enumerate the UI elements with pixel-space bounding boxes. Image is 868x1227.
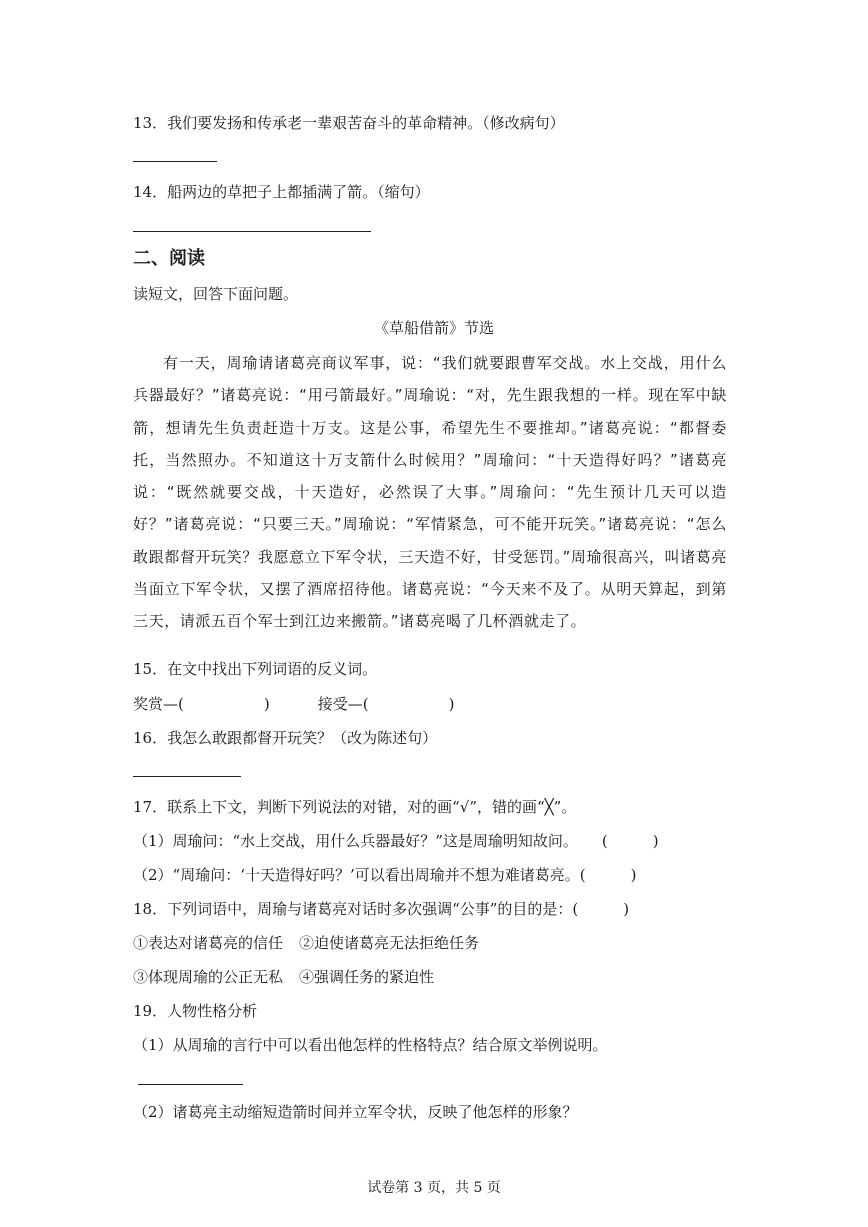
q17-item1-paren: ( ) bbox=[601, 832, 659, 850]
question-18-options-row-1 bbox=[133, 933, 479, 953]
q18-option-3: ③体现周瑜的公正无私 bbox=[133, 968, 284, 986]
q18-option-1: ①表达对诸葛亮的信任 bbox=[133, 934, 284, 952]
q15-close1: ) bbox=[263, 695, 270, 713]
question-13: 13．我们要发扬和传承老一辈艰苦奋斗的革命精神。（修改病句） bbox=[133, 114, 565, 132]
passage-title: 《草船借箭》节选 bbox=[373, 319, 494, 337]
answer-line-16 bbox=[133, 776, 241, 777]
question-15: 15．在文中找出下列词语的反义词。 bbox=[133, 660, 378, 678]
question-19-item-1: （1）从周瑜的言行中可以看出他怎样的性格特点？结合原文举例说明。 bbox=[133, 1036, 608, 1054]
question-17-item-1 bbox=[133, 831, 659, 851]
question-18-options-row-2 bbox=[133, 967, 434, 987]
question-15-blanks bbox=[133, 694, 454, 714]
q18-option-4: ④强调任务的紧迫性 bbox=[299, 968, 435, 986]
passage-paragraph: 有一天，周瑜请诸葛亮商议军事，说：“我们就要跟曹军交战。水上交战，用什么兵器最好？”诸葛亮说：“用弓箭最好。”周瑜说：“对，先生跟我想的一样。现在军中缺箭，想请先生负责赶造十万支。这是公事，希望先生不要推却。”诸葛亮说：“都督委托，当然照办。不知道这十万支箭什么时候用？”周瑜问：“十天造得好吗？”诸葛亮说：“既然就要交战，十天造好，必然误了大事。”周瑜问：“先生预计几天可以造好？”诸葛亮说：“只要三天。”周瑜说：“军情紧急，可不能开玩笑。”诸葛亮说：“怎么敢跟都督开玩笑？我愿意立下军令状，三天造不好，甘受惩罚。”周瑜很高兴，叫诸葛亮当面立下军令状，又摆了酒席招待他。诸葛亮说：“今天来不及了。从明天算起，到第三天，请派五百个军士到江边来搬箭。”诸葛亮喝了几杯酒就走了。 bbox=[133, 354, 727, 631]
page-footer: 试卷第 3 页，共 5 页 bbox=[367, 1180, 501, 1196]
q18-option-2: ②迫使诸葛亮无法拒绝任务 bbox=[299, 934, 480, 952]
q15-word1: 奖赏—( bbox=[133, 695, 184, 713]
q17-item1-text: （1）周瑜问：“水上交战，用什么兵器最好？”这是周瑜明知故问。 bbox=[133, 832, 578, 850]
q15-word2: 接受—( bbox=[317, 695, 369, 713]
answer-line-14 bbox=[133, 231, 371, 232]
question-17: 17．联系上下文，判断下列说法的对错，对的画“√”，错的画“╳”。 bbox=[133, 798, 577, 816]
section-heading-reading: 二、阅读 bbox=[133, 248, 205, 269]
reading-instruction: 读短文，回答下面问题。 bbox=[133, 285, 299, 303]
question-14: 14．船两边的草把子上都插满了箭。（缩句） bbox=[133, 183, 430, 201]
question-17-item-2: （2）“周瑜问：‘十天造得好吗？’可以看出周瑜并不想为难诸葛亮。( ) bbox=[133, 866, 637, 884]
question-19: 19．人物性格分析 bbox=[133, 1002, 258, 1020]
question-19-item-2: （2）诸葛亮主动缩短造箭时间并立军令状，反映了他怎样的形象？ bbox=[133, 1103, 578, 1121]
question-18: 18．下列词语中，周瑜与诸葛亮对话时多次强调“公事”的目的是：( ) bbox=[133, 900, 630, 918]
q15-close2: ) bbox=[448, 695, 455, 713]
answer-line-13 bbox=[133, 161, 217, 162]
passage-body bbox=[133, 347, 727, 638]
answer-line-19-1 bbox=[138, 1084, 243, 1085]
question-16: 16．我怎么敢跟都督开玩笑？（改为陈述句） bbox=[133, 729, 438, 747]
